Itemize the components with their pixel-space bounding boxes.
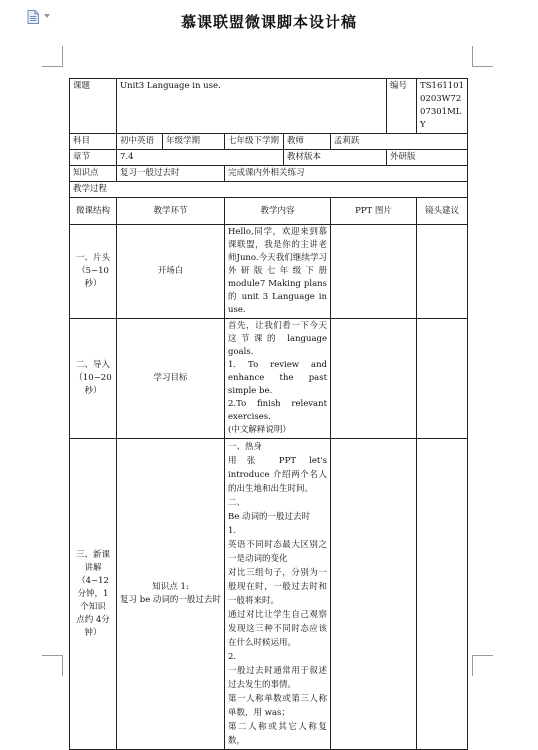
script-table xyxy=(69,78,468,750)
topic-value: Unit3 Language in use. xyxy=(117,79,387,134)
grade-value: 七年级下学期 xyxy=(225,134,284,150)
table-row xyxy=(70,439,468,750)
row-ppt xyxy=(331,225,417,319)
id-value: TS1611010203W7207301MLY xyxy=(417,79,468,134)
row-structure: 三、新课 讲解 （4~12 分钟，1 个知识 点约 4分 钟） xyxy=(70,439,117,750)
subject-label: 科目 xyxy=(70,134,117,150)
edition-value: 外研版 xyxy=(387,150,468,166)
row-step: 知识点 1: 复习 be 动词的一般过去时 xyxy=(117,439,225,750)
topic-label: 课题 xyxy=(70,79,117,134)
document-title: 慕课联盟微课脚本设计稿 xyxy=(180,13,357,31)
crop-mark-top-right xyxy=(472,46,493,67)
chapter-row xyxy=(70,150,468,166)
table-row xyxy=(70,319,468,439)
header-structure: 微课结构 xyxy=(70,198,117,225)
knowledge-value: 复习一般过去时 xyxy=(117,166,225,182)
crop-mark-bottom-right xyxy=(472,655,493,676)
header-shot: 镜头建议 xyxy=(417,198,468,225)
subject-row xyxy=(70,134,468,150)
grade-label: 年级学期 xyxy=(163,134,225,150)
knowledge-label: 知识点 xyxy=(70,166,117,182)
header-ppt: PPT 图片 xyxy=(331,198,417,225)
edition-label: 教材版本 xyxy=(284,150,387,166)
crop-mark-top-left xyxy=(42,46,63,67)
row-ppt xyxy=(331,439,417,750)
row-content: 一、热身 用张 PPT let's introduce 介绍两个名人的出生地和出生时间。 二、 Be 动词的一般过去时 1. 英语不同时态最大区别之一是动词的变化 对比三组句子，分别为一般现在时，一般过去时和一般将来时。 通过对比让学生自己观察发现这三种不同时态应该在什么时候运用。 2. 一般过去时通常用于叙述过去发生的事情。 第一人称单数或第三人称单数，用 was； 第二人称或其它人称复数， xyxy=(225,439,331,750)
process-label: 教学过程 xyxy=(70,182,468,198)
process-row xyxy=(70,182,468,198)
teacher-value: 孟莉跃 xyxy=(331,134,468,150)
chapter-value: 7.4 xyxy=(117,150,284,166)
row-structure: 二、导入 （10~20 秒） xyxy=(70,319,117,439)
row-structure: 一、片头 （5~10 秒） xyxy=(70,225,117,319)
teacher-label: 教师 xyxy=(284,134,331,150)
header-row xyxy=(70,198,468,225)
header-step: 教学环节 xyxy=(117,198,225,225)
crop-mark-bottom-left xyxy=(42,655,63,676)
id-label: 编号 xyxy=(387,79,417,134)
row-shot xyxy=(417,319,468,439)
row-content: Hello,同学，欢迎来到慕课联盟，我是你的主讲老师Juno.今天我们继续学习外研版七年级下册 module7 Making plans 的 unit 3 Language in use. xyxy=(225,225,331,319)
row-step: 开场白 xyxy=(117,225,225,319)
chapter-label: 章节 xyxy=(70,150,117,166)
row-content: 首先，让我们看一下今天这节课的 language goals. 1. To review and enhance the past simple be. 2.To finish relevant exercises. (中文解释说明） xyxy=(225,319,331,439)
knowledge-extra: 完成课内外相关练习 xyxy=(225,166,468,182)
row-step: 学习目标 xyxy=(117,319,225,439)
knowledge-row xyxy=(70,166,468,182)
row-ppt xyxy=(331,319,417,439)
subject-value: 初中英语 xyxy=(117,134,163,150)
table-row xyxy=(70,225,468,319)
topic-row xyxy=(70,79,468,134)
row-shot xyxy=(417,225,468,319)
header-content: 教学内容 xyxy=(225,198,331,225)
row-shot xyxy=(417,439,468,750)
